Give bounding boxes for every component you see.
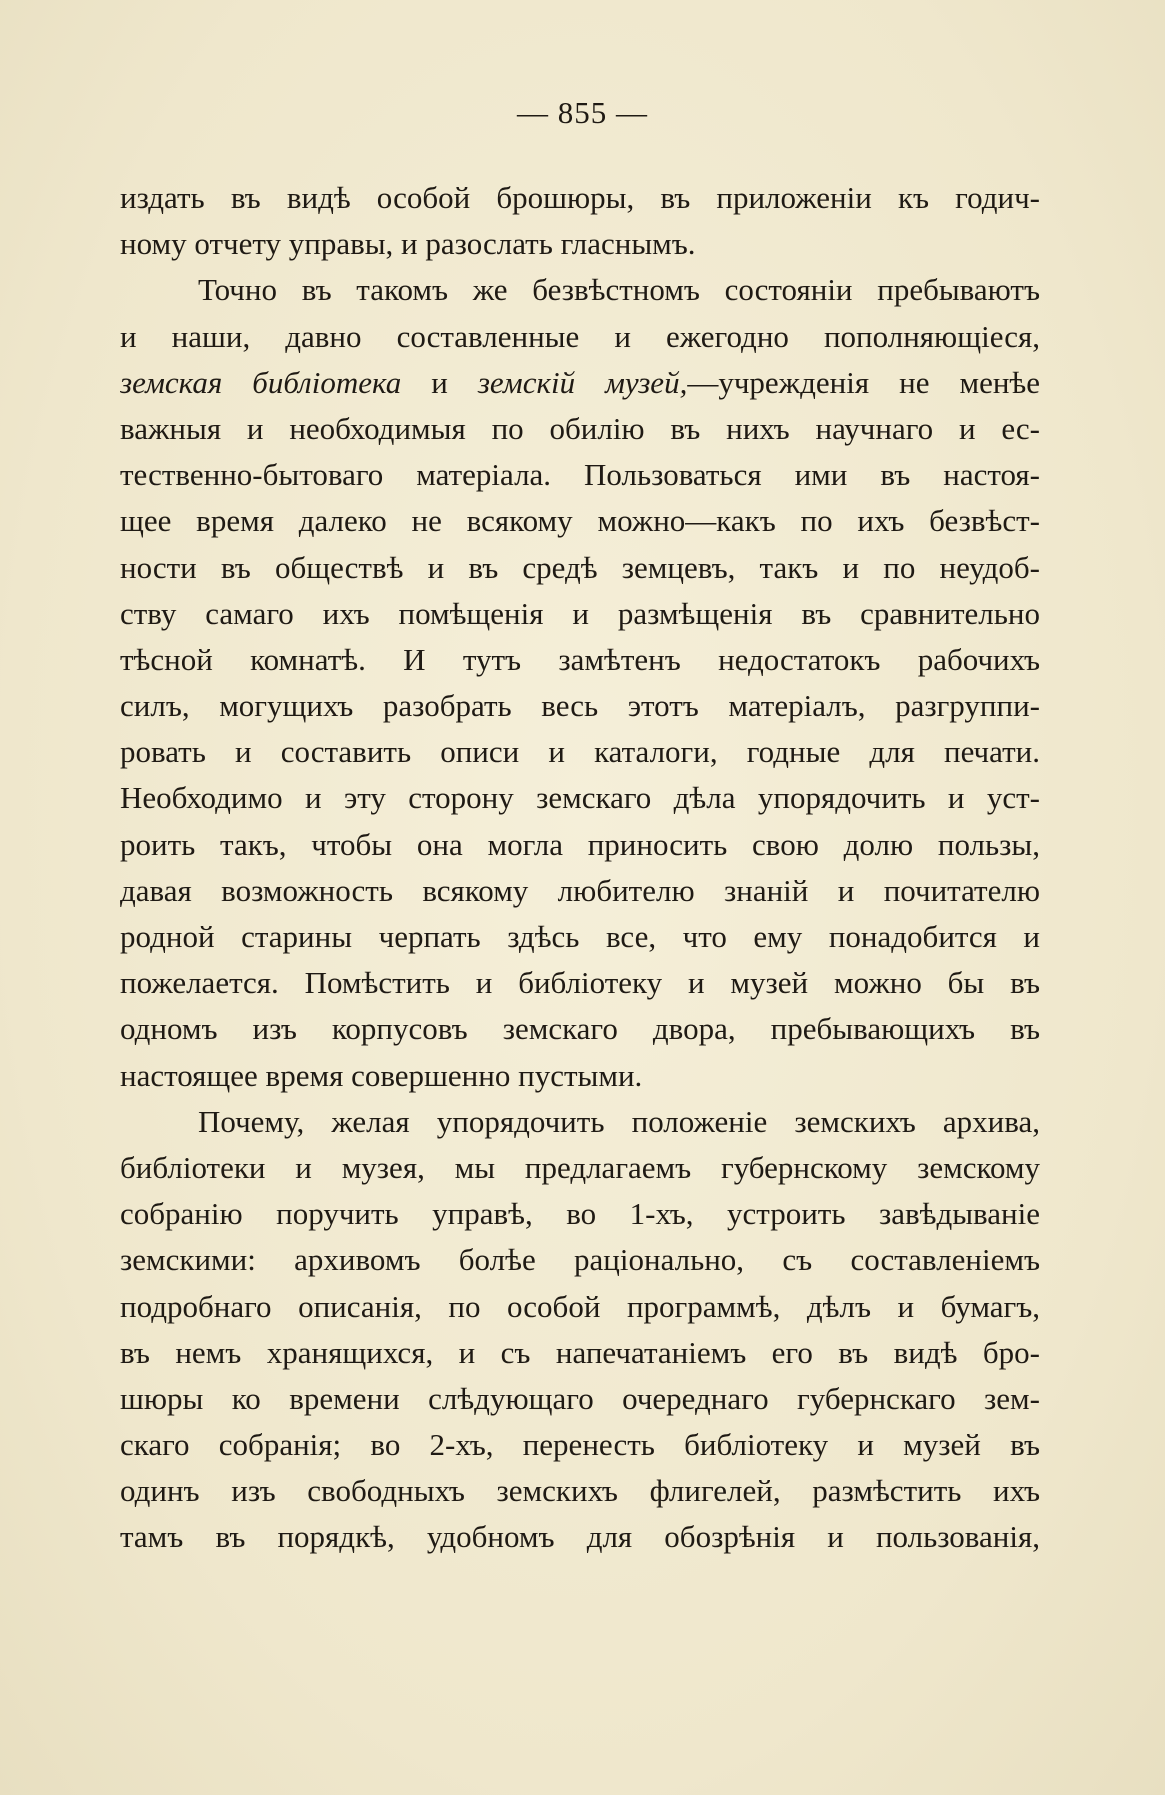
text-line: и наши, давно составленные и ежегодно пополняющіеся, [120,318,1040,354]
text-line: одинъ изъ свободныхъ земскихъ флигелей, размѣстить ихъ [120,1473,1040,1509]
text-line: земскими: архивомъ болѣе раціонально, съ составленіемъ [120,1242,1040,1278]
page-number: — 855 — [517,95,648,130]
text-line: собранію поручить управѣ, во 1-хъ, устроить завѣдываніе [120,1196,1040,1232]
text-line: важныя и необходимыя по обилію въ нихъ научнаго и ес- [120,410,1040,446]
text-line: тѣсной комнатѣ. И тутъ замѣтенъ недостатокъ рабочихъ [120,641,1040,677]
text-line [120,360,1040,406]
text-line: давая возможность всякому любителю знаній и почитателю [120,872,1040,908]
text-line: родной старины черпать здѣсь все, что ему понадобится и [120,919,1040,954]
text-line: скаго собранія; во 2-хъ, перенесть библіотеку и музей въ [120,1427,1040,1463]
text-line: тамъ въ порядкѣ, удобномъ для обозрѣнія и пользованія, [120,1519,1040,1555]
body-text [120,175,1040,1561]
text-line: щее время далеко не всякому можно—какъ по ихъ безвѣст- [120,503,1040,539]
text-line: пожелается. Помѣстить и библіотеку и музей можно бы въ [120,965,1040,1001]
text-line: библіотеки и музея, мы предлагаемъ губернскому земскому [120,1149,1040,1185]
text-line: ному отчету управы, и разослать гласнымъ. [120,226,696,262]
text-line: тественно-бытоваго матеріала. Пользоваться ими въ настоя- [120,457,1040,493]
text-line: въ немъ хранящихся, и съ напечатаніемъ его въ видѣ бро- [120,1334,1040,1370]
text-span: —учрежденія не менѣе [687,364,1040,400]
text-line: Почему, желая упорядочить положеніе земскихъ архива, [198,1103,1040,1139]
text-line: роить такъ, чтобы она могла приносить свою долю пользы, [120,826,1040,862]
text-line: ности въ обществѣ и въ средѣ земцевъ, такъ и по неудоб- [120,549,1040,585]
text-line: подробнаго описанія, по особой программѣ, дѣлъ и бумагъ, [120,1288,1040,1324]
text-line: Точно въ такомъ же безвѣстномъ состояніи пребываютъ [198,272,1040,308]
italic-phrase: земская библіотека [120,364,402,400]
text-line: шюры ко времени слѣдующаго очереднаго губернскаго зем- [120,1380,1040,1416]
text-line: одномъ изъ корпусовъ земскаго двора, пребывающихъ въ [120,1011,1040,1047]
text-line: настоящее время совершенно пустыми. [120,1057,643,1093]
text-line: издать въ видѣ особой брошюры, въ приложеніи къ годич- [120,180,1040,215]
text-span: и [401,364,478,400]
text-line: Необходимо и эту сторону земскаго дѣла упорядочить и уст- [120,780,1040,816]
italic-phrase: земскій музей, [477,364,688,400]
text-line: ству самаго ихъ помѣщенія и размѣщенія въ сравнительно [120,595,1040,631]
text-line: силъ, могущихъ разобрать весь этотъ матеріалъ, разгруппи- [120,688,1040,724]
text-line: ровать и составить описи и каталоги, годные для печати. [120,734,1040,770]
